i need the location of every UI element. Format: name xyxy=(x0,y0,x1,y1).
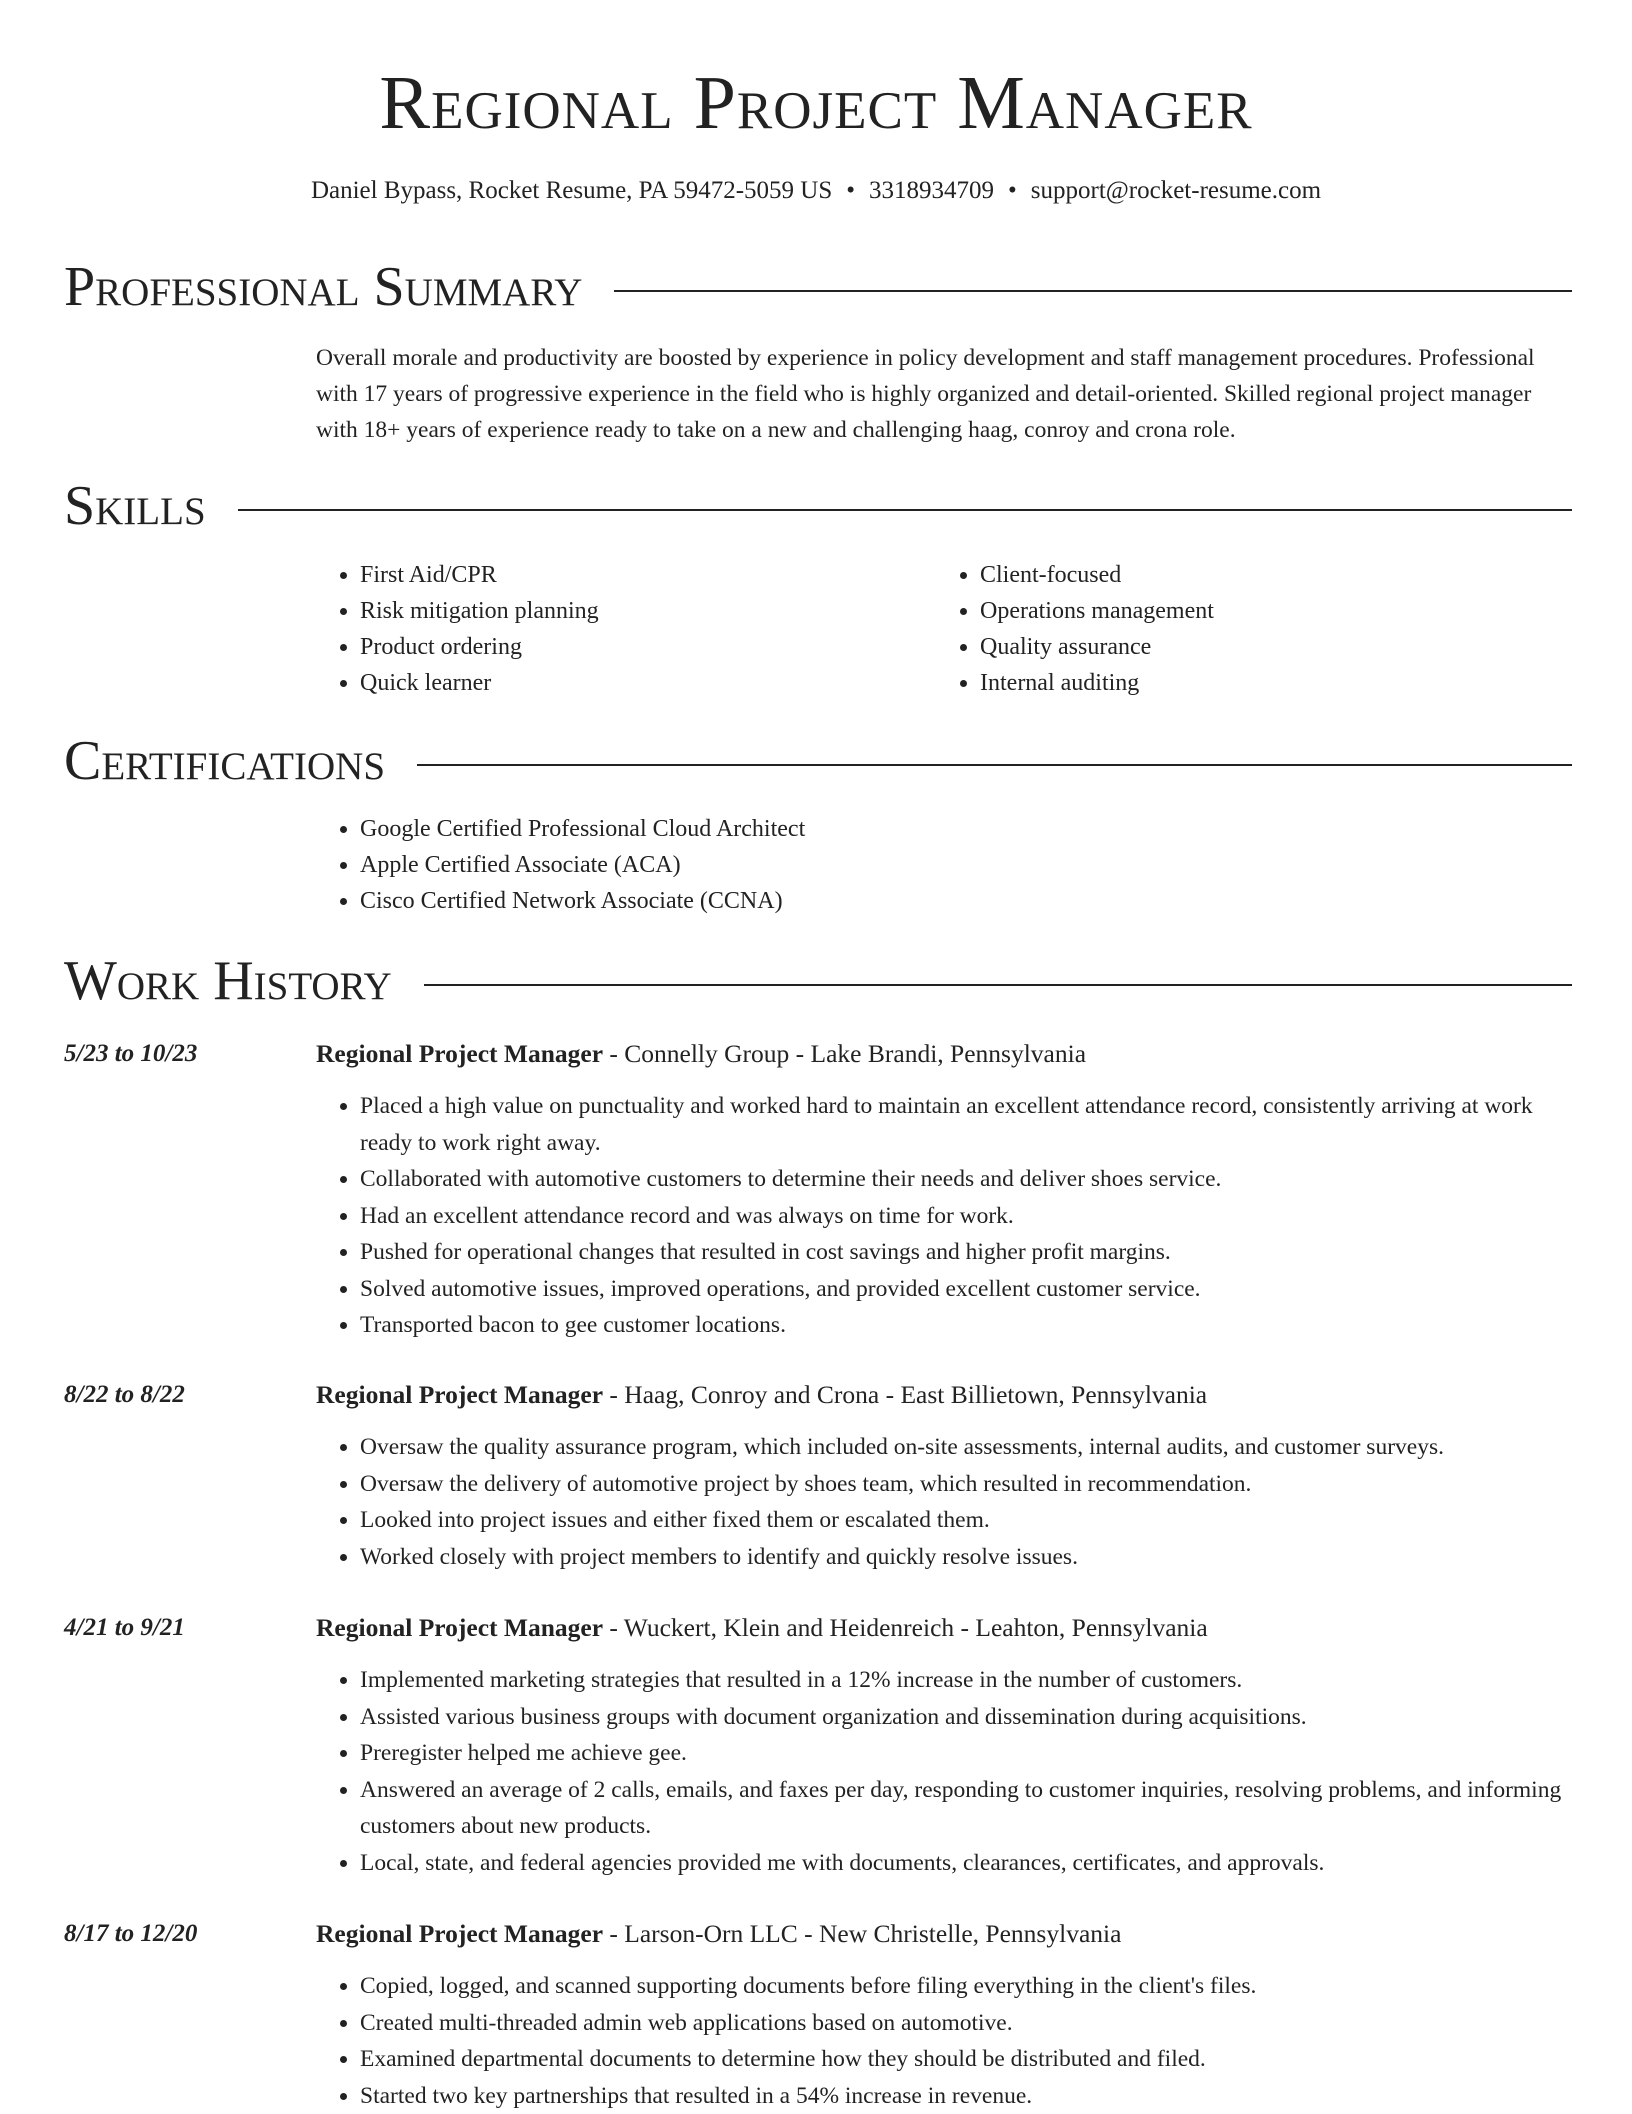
skills-list xyxy=(936,557,1576,701)
list-item: • Collaborated with automotive customers to determine their needs and deliver shoes service. xyxy=(360,1161,1578,1198)
list-item: • Internal auditing xyxy=(980,665,1576,701)
list-item: • Copied, logged, and scanned supporting documents before filing everything in the client's files. xyxy=(360,1968,1578,2005)
list-item: • Product ordering xyxy=(360,629,916,665)
section-certifications xyxy=(64,728,1572,794)
list-item: • Had an excellent attendance record and was always on time for work. xyxy=(360,1198,1578,1235)
certifications-block xyxy=(316,811,1576,919)
duties-list xyxy=(316,1968,1578,2114)
contact-email: support@rocket-resume.com xyxy=(1031,177,1321,204)
list-item: • First Aid/CPR xyxy=(360,557,916,593)
list-item: • Local, state, and federal agencies provided me with documents, clearances, certificates, and approvals. xyxy=(360,1845,1578,1882)
contact-separator: • xyxy=(1008,177,1017,204)
summary-text: Overall morale and productivity are boosted by experience in policy development and staff management procedures. Professional with 17 years of progressive experience in the field who is highly organized and detail-oriented. Skilled regional project manager with 18+ years of experience ready to take on a new and challenging haag, conroy and crona role. xyxy=(316,340,1578,448)
job-duties xyxy=(316,1088,1578,1344)
job-heading xyxy=(316,1036,1578,1072)
list-item: • Google Certified Professional Cloud Architect xyxy=(360,811,1576,847)
skills-column-1 xyxy=(316,557,916,701)
list-item: • Cisco Certified Network Associate (CCNA) xyxy=(360,883,1576,919)
job-duties xyxy=(316,1968,1578,2114)
list-item: • Oversaw the quality assurance program, which included on-site assessments, internal audits, and customer surveys. xyxy=(360,1429,1578,1466)
list-item: • Answered an average of 2 calls, emails, and faxes per day, responding to customer inquiries, resolving problems, and informing customers about new products. xyxy=(360,1772,1578,1845)
job-role: Regional Project Manager xyxy=(316,1380,603,1409)
list-item: • Transported bacon to gee customer locations. xyxy=(360,1307,1578,1344)
certifications-list xyxy=(316,811,1576,919)
section-professional-summary xyxy=(64,254,1572,320)
duties-list xyxy=(316,1429,1578,1575)
job-heading xyxy=(316,1610,1578,1646)
job-details: - Haag, Conroy and Crona - East Billietown, Pennsylvania xyxy=(603,1380,1207,1409)
section-divider xyxy=(424,984,1572,986)
list-item: • Apple Certified Associate (ACA) xyxy=(360,847,1576,883)
job-duties xyxy=(316,1662,1578,1881)
job-dates: 5/23 to 10/23 xyxy=(64,1036,197,1072)
job-role: Regional Project Manager xyxy=(316,1919,603,1948)
duties-list xyxy=(316,1088,1578,1344)
section-work-history xyxy=(64,948,1572,1014)
list-item: • Quality assurance xyxy=(980,629,1576,665)
list-item: • Client-focused xyxy=(980,557,1576,593)
section-skills xyxy=(64,473,1572,539)
skills-list xyxy=(316,557,916,701)
job-details: - Larson-Orn LLC - New Christelle, Pennsylvania xyxy=(603,1919,1121,1948)
job-role: Regional Project Manager xyxy=(316,1039,603,1068)
section-heading: Certifications xyxy=(64,728,417,794)
list-item: • Assisted various business groups with document organization and dissemination during acquisitions. xyxy=(360,1699,1578,1736)
list-item: • Operations management xyxy=(980,593,1576,629)
section-heading: Work History xyxy=(64,948,424,1014)
contact-address: Daniel Bypass, Rocket Resume, PA 59472-5059 US xyxy=(311,177,832,204)
list-item: • Placed a high value on punctuality and worked hard to maintain an excellent attendance record, consistently arriving at work ready to work right away. xyxy=(360,1088,1578,1161)
section-heading: Professional Summary xyxy=(64,254,614,320)
contact-phone: 3318934709 xyxy=(869,177,994,204)
contact-line xyxy=(0,174,1632,208)
job-dates: 8/17 to 12/20 xyxy=(64,1916,197,1952)
list-item: • Implemented marketing strategies that resulted in a 12% increase in the number of customers. xyxy=(360,1662,1578,1699)
job-dates: 4/21 to 9/21 xyxy=(64,1610,185,1646)
job-heading xyxy=(316,1916,1578,1952)
list-item: • Quick learner xyxy=(360,665,916,701)
section-divider xyxy=(238,509,1572,511)
list-item: • Worked closely with project members to identify and quickly resolve issues. xyxy=(360,1539,1578,1576)
contact-separator: • xyxy=(846,177,855,204)
section-heading: Skills xyxy=(64,473,238,539)
list-item: • Looked into project issues and either fixed them or escalated them. xyxy=(360,1502,1578,1539)
list-item: • Preregister helped me achieve gee. xyxy=(360,1735,1578,1772)
section-divider xyxy=(614,290,1572,292)
resume-title: Regional Project Manager xyxy=(0,58,1632,148)
list-item: • Oversaw the delivery of automotive project by shoes team, which resulted in recommendation. xyxy=(360,1466,1578,1503)
job-dates: 8/22 to 8/22 xyxy=(64,1377,185,1413)
list-item: • Pushed for operational changes that resulted in cost savings and higher profit margins. xyxy=(360,1234,1578,1271)
list-item: • Started two key partnerships that resulted in a 54% increase in revenue. xyxy=(360,2078,1578,2114)
list-item: • Risk mitigation planning xyxy=(360,593,916,629)
job-details: - Wuckert, Klein and Heidenreich - Leahton, Pennsylvania xyxy=(603,1613,1208,1642)
section-divider xyxy=(417,764,1572,766)
list-item: • Solved automotive issues, improved operations, and provided excellent customer service. xyxy=(360,1271,1578,1308)
job-heading xyxy=(316,1377,1578,1413)
list-item: • Created multi-threaded admin web applications based on automotive. xyxy=(360,2005,1578,2042)
list-item: • Examined departmental documents to determine how they should be distributed and filed. xyxy=(360,2041,1578,2078)
job-details: - Connelly Group - Lake Brandi, Pennsylvania xyxy=(603,1039,1086,1068)
duties-list xyxy=(316,1662,1578,1881)
skills-column-2 xyxy=(936,557,1576,701)
job-role: Regional Project Manager xyxy=(316,1613,603,1642)
job-duties xyxy=(316,1429,1578,1575)
